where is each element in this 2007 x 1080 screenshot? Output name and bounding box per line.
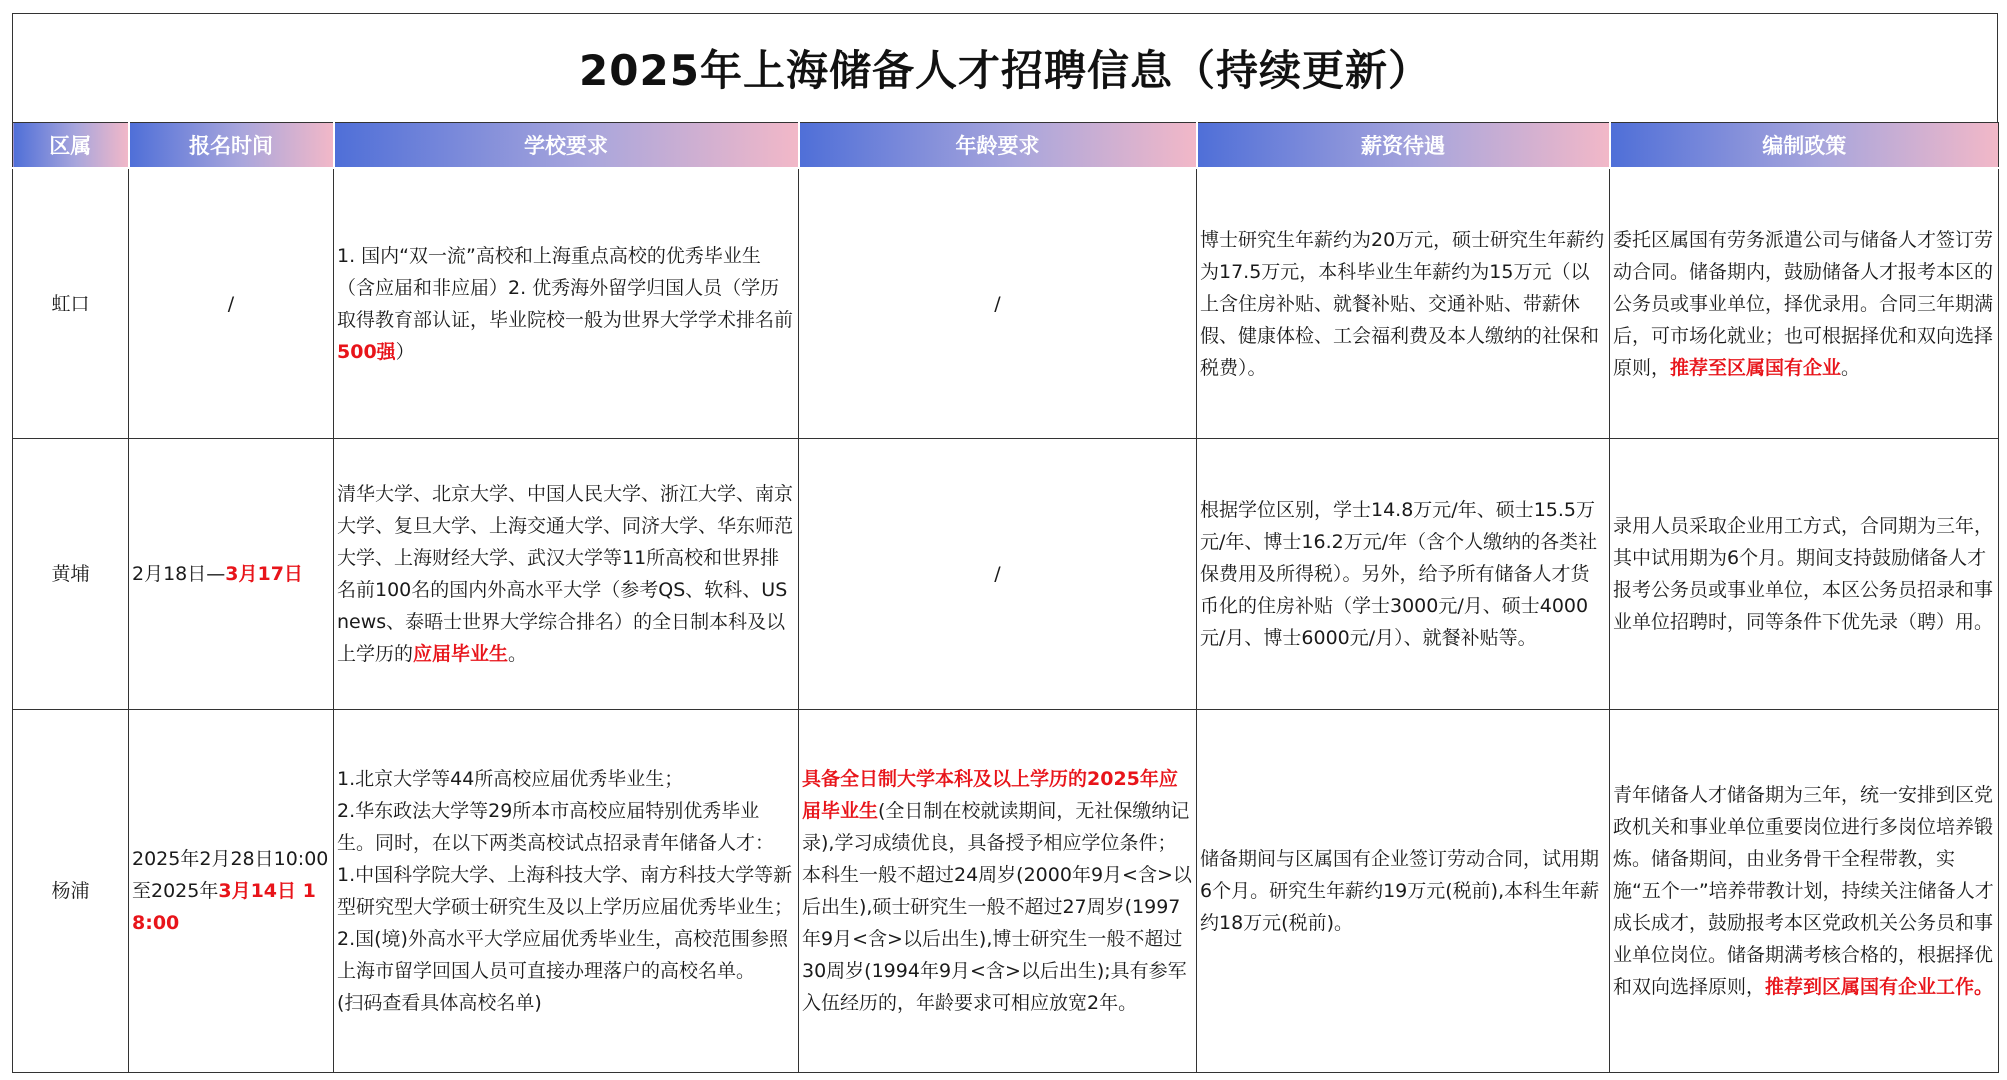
school-requirement-cell — [334, 439, 799, 710]
header-district: 区属 — [13, 123, 129, 169]
policy-highlight: 推荐至区属国有企业 — [1670, 356, 1842, 379]
district-cell: 杨浦 — [13, 710, 129, 1073]
policy-cell — [1610, 710, 1999, 1073]
registration-time-text: 2月18日— — [132, 563, 226, 585]
school-line: (扫码查看具体高校名单) — [337, 992, 542, 1014]
registration-time-highlight: 3月14日 18:00 — [132, 880, 316, 934]
page-title: 2025年上海储备人才招聘信息（持续更新） — [579, 46, 1431, 95]
school-line: 2.国(境)外高水平大学应届优秀毕业生，高校范围参照上海市留学回国人员可直接办理落户的高校名单。 — [337, 928, 788, 982]
policy-text-end: 。 — [1841, 356, 1861, 379]
salary-cell: 储备期间与区属国有企业签订劳动合同，试用期6个月。研究生年薪约19万元(税前),本科生年薪约18万元(税前)。 — [1197, 710, 1610, 1073]
district-cell: 黄埔 — [13, 439, 129, 710]
header-age-requirement: 年龄要求 — [799, 123, 1197, 169]
school-line: 1.中国科学院大学、上海科技大学、南方科技大学等新型研究型大学硕士研究生及以上学历应届优秀毕业生； — [337, 864, 794, 918]
recruitment-table — [12, 122, 1999, 1073]
registration-time-cell — [129, 710, 334, 1073]
policy-cell — [1610, 168, 1999, 439]
registration-time-highlight: 3月17日 — [225, 563, 303, 585]
salary-cell: 博士研究生年薪约为20万元，硕士研究生年薪约为17.5万元，本科毕业生年薪约为15万元（以上含住房补贴、就餐补贴、交通补贴、带薪休假、健康体检、工会福利费及本人缴纳的社保和税费）。 — [1197, 168, 1610, 439]
school-highlight: 应届毕业生 — [413, 643, 509, 665]
school-requirement-cell — [334, 168, 799, 439]
registration-time-cell — [129, 439, 334, 710]
school-highlight: 500强 — [337, 340, 396, 363]
recruitment-sheet — [12, 13, 1998, 1073]
policy-text: 委托区属国有劳务派遣公司与储备人才签订劳动合同。储备期内，鼓励储备人才报考本区的公务员或事业单位，择优录用。合同三年期满后，可市场化就业；也可根据择优和双向选择原则， — [1613, 228, 1994, 379]
district-cell: 虹口 — [13, 168, 129, 439]
school-text: 1. 国内“双一流”高校和上海重点高校的优秀毕业生（含应届和非应届）2. 优秀海外留学归国人员（学历取得教育部认证，毕业院校一般为世界大学学术排名前 — [337, 244, 794, 331]
age-text: (全日制在校就读期间，无社保缴纳记录),学习成绩优良，具备授予相应学位条件；本科生一般不超过24周岁(2000年9月<含>以后出生),硕士研究生一般不超过27周岁(1997年9月<含>以后出生),博士研究生一般不超过30周岁(1994年9月<含>以后出生);具有参军入伍经历的，年龄要求可相应放宽2年。 — [802, 800, 1192, 1014]
registration-time-text: 2025年2月28日10:00至2025年 — [132, 848, 329, 902]
table-row — [13, 439, 1999, 710]
header-registration-time: 报名时间 — [129, 123, 334, 169]
header-row — [13, 123, 1999, 169]
school-line: 2.华东政法大学等29所本市高校应届特别优秀毕业生。同时，在以下两类高校试点招录青年储备人才： — [337, 800, 775, 854]
school-text-end: 。 — [508, 643, 528, 665]
school-line: 1.北京大学等44所高校应届优秀毕业生； — [337, 768, 684, 790]
header-policy: 编制政策 — [1610, 123, 1999, 169]
age-highlight: 具备全日制大学本科及以上学历的2025年应届毕业生 — [802, 768, 1178, 822]
school-text: 清华大学、北京大学、中国人民大学、浙江大学、南京大学、复旦大学、上海交通大学、同济大学、华东师范大学、上海财经大学、武汉大学等11所高校和世界排名前100名的国内外高水平大学（参考QS、软科、USnews、泰晤士世界大学综合排名）的全日制本科及以上学历的 — [337, 483, 794, 665]
header-salary: 薪资待遇 — [1197, 123, 1610, 169]
salary-cell: 根据学位区别，学士14.8万元/年、硕士15.5万元/年、博士16.2万元/年（含个人缴纳的各类社保费用及所得税）。另外，给予所有储备人才货币化的住房补贴（学士3000元/月、硕士4000元/月、博士6000元/月）、就餐补贴等。 — [1197, 439, 1610, 710]
policy-cell: 录用人员采取企业用工方式，合同期为三年，其中试用期为6个月。期间支持鼓励储备人才报考公务员或事业单位，本区公务员招录和事业单位招聘时，同等条件下优先录（聘）用。 — [1610, 439, 1999, 710]
school-requirement-cell — [334, 710, 799, 1073]
registration-time-cell: / — [129, 168, 334, 439]
school-text-end: ） — [395, 340, 415, 363]
age-requirement-cell: / — [799, 168, 1197, 439]
table-row — [13, 168, 1999, 439]
age-requirement-cell: / — [799, 439, 1197, 710]
policy-highlight: 推荐到区属国有企业工作。 — [1765, 976, 1994, 998]
policy-text: 青年储备人才储备期为三年，统一安排到区党政机关和事业单位重要岗位进行多岗位培养锻炼。储备期间，由业务骨干全程带教，实施“五个一”培养带教计划，持续关注储备人才成长成才，鼓励报考本区党政机关公务员和事业单位岗位。储备期满考核合格的，根据择优和双向选择原则， — [1613, 784, 1994, 998]
header-school-requirement: 学校要求 — [334, 123, 799, 169]
age-requirement-cell — [799, 710, 1197, 1073]
table-row — [13, 710, 1999, 1073]
title-row — [12, 13, 1998, 122]
